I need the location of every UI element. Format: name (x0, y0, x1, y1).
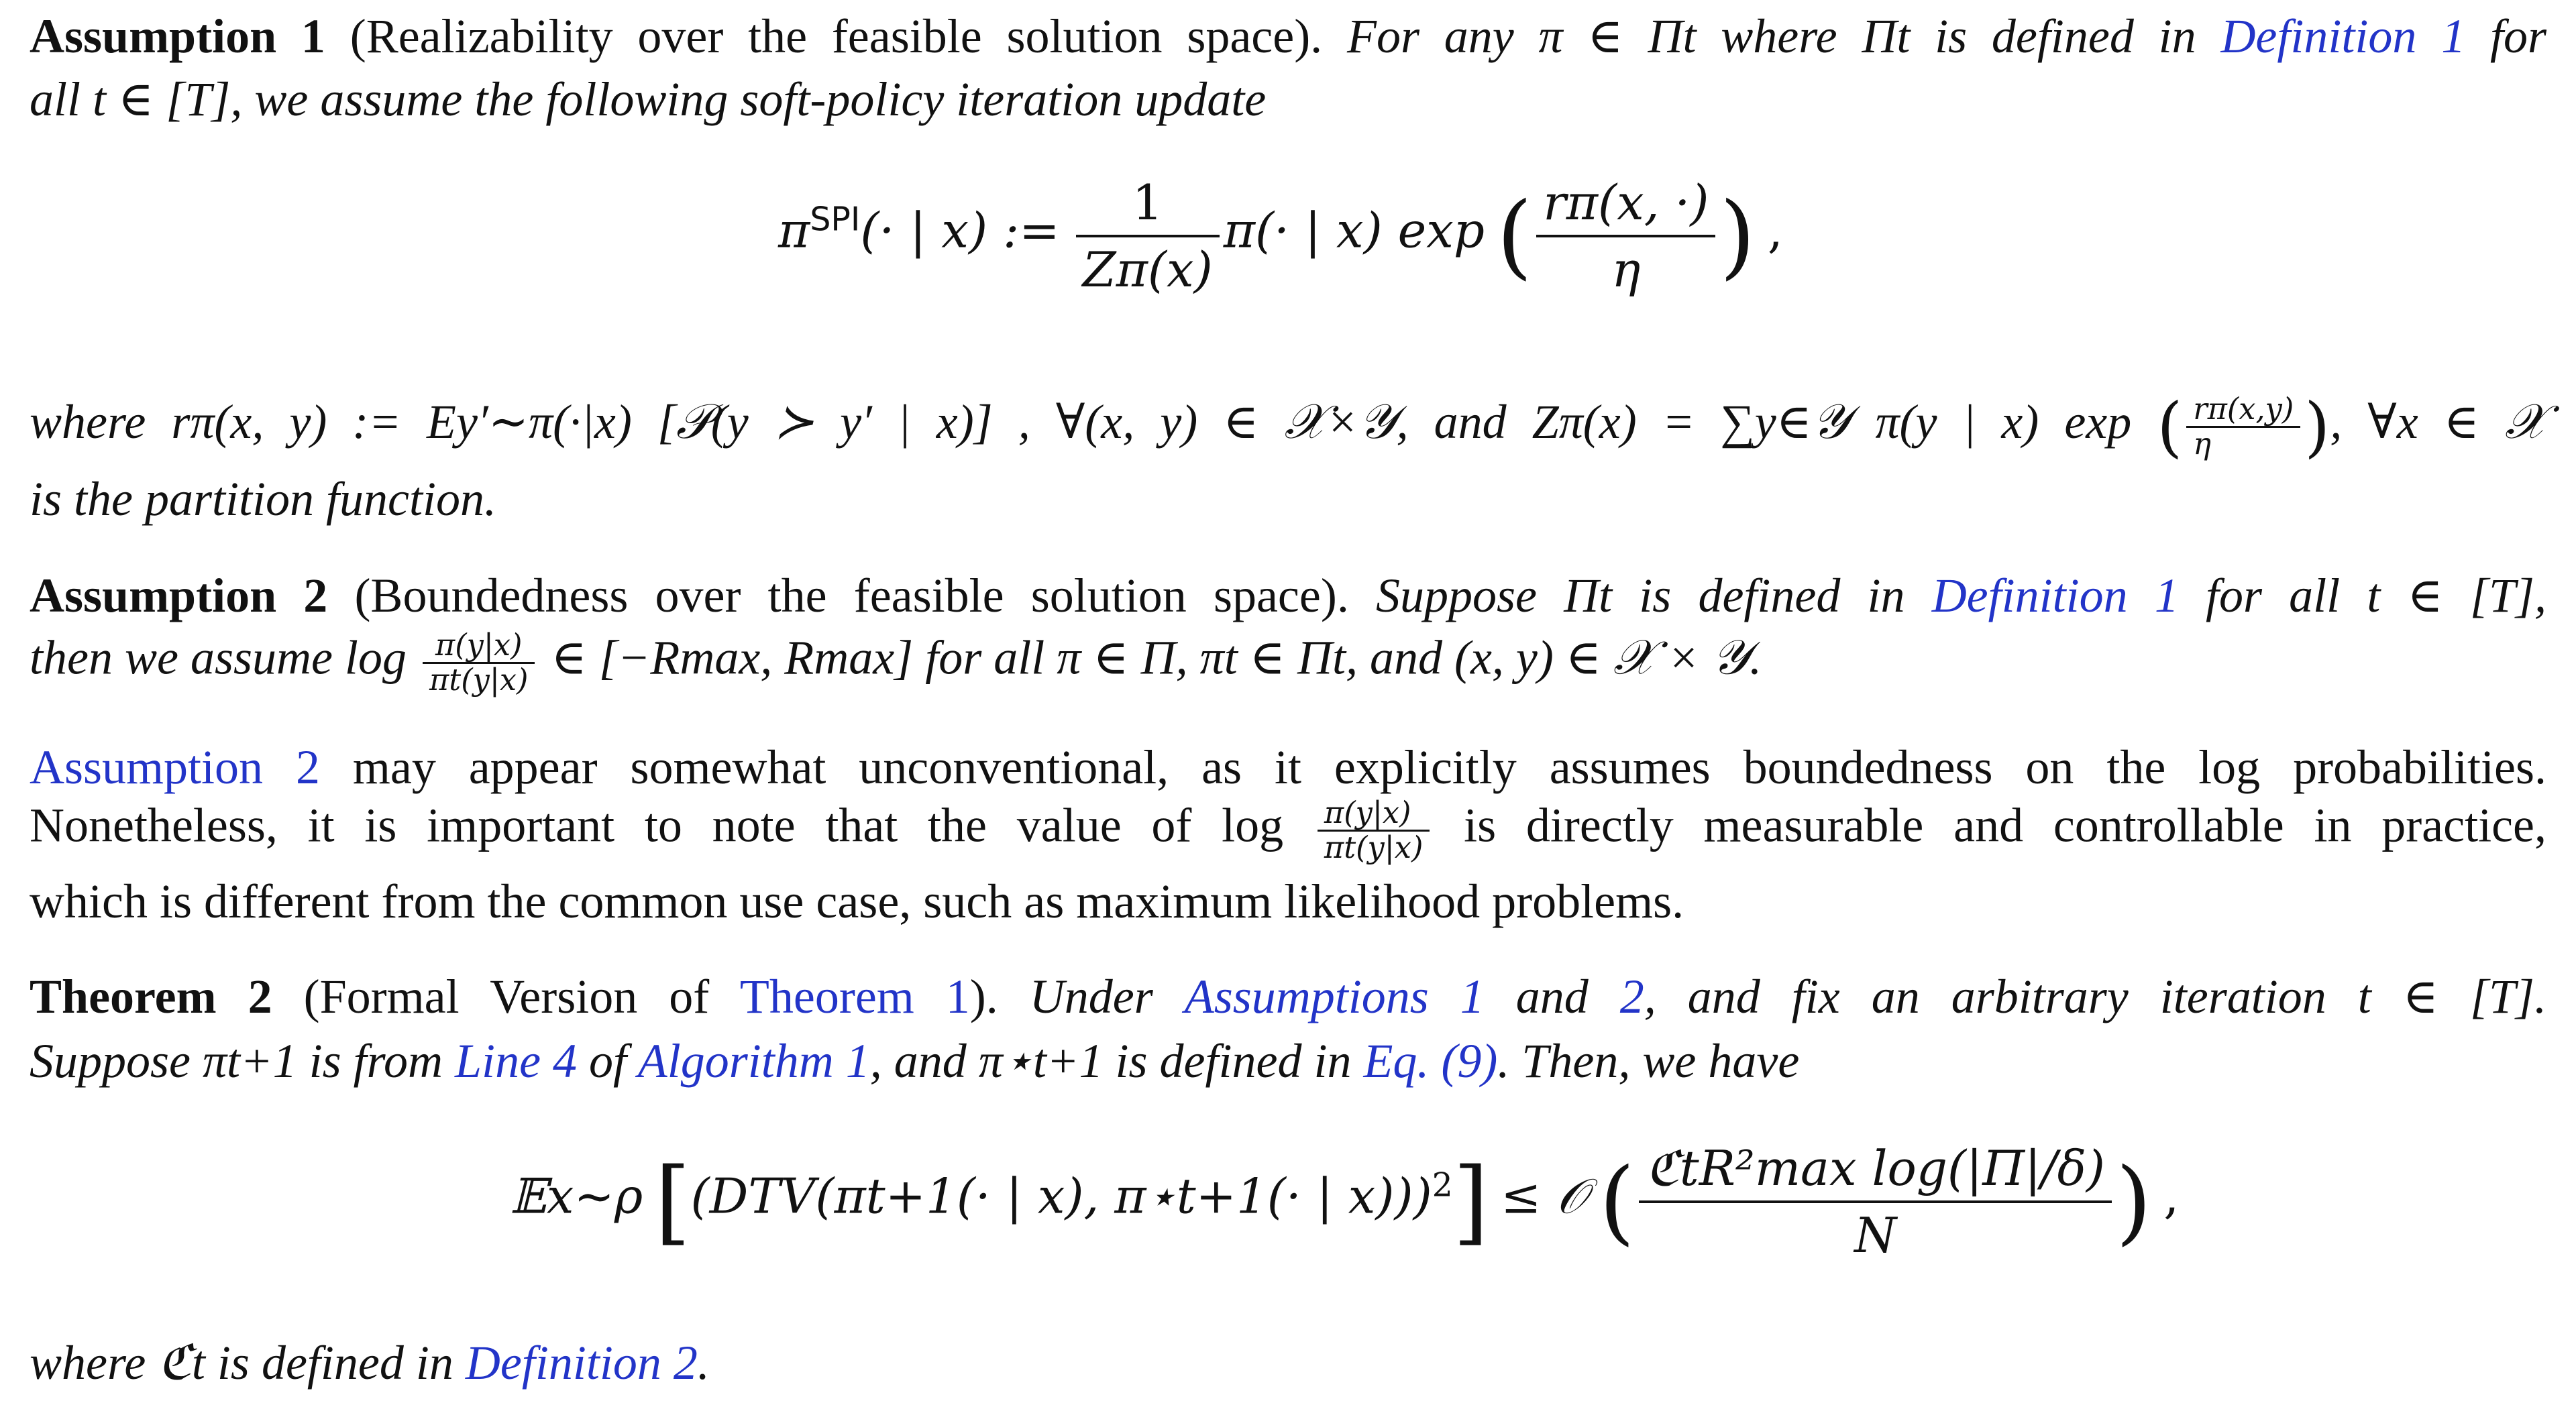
theorem-2-title-open: (Formal Version of (303, 970, 710, 1023)
theorem-2-line-1 (30, 972, 2546, 1021)
partition-function-line: is the partition function. (30, 472, 496, 526)
remark-log-ratio-fraction (1318, 795, 1430, 865)
theorem-2-fix-iteration: , and fix an arbitrary iteration t ∈ [T]. (1644, 970, 2547, 1023)
theorem-2-then: . Then, we have (1497, 1034, 1800, 1088)
algorithm-1-link[interactable]: Algorithm 1 (637, 1034, 870, 1088)
assumption-1-line-2: all t ∈ [T], we assume the following soft-policy iteration update (30, 72, 1267, 126)
reward-eta-fraction (2186, 392, 2300, 462)
log-ratio-denominator: πt(y|x) (429, 662, 529, 697)
reward-frac-numerator: rπ(x,y) (2186, 394, 2300, 428)
assumption-1-heading: Assumption 1 (30, 9, 325, 63)
normalizer-numerator: 1 (1076, 174, 1220, 237)
normalizer-denominator: Zπ(x) (1082, 241, 1213, 298)
eq-mid: π(· | x) exp (1223, 202, 1485, 259)
remark-ratio-denominator: πt(y|x) (1324, 830, 1424, 865)
remark-line-1-text: may appear somewhat unconventional, as it explicitly assumes boundedness on the log probabilities. (352, 740, 2547, 794)
assumption-2-title: (Boundedness over the feasible solution space). (354, 569, 1349, 622)
remark-line-2-post: is directly measurable and controllable in practice, (1464, 798, 2547, 852)
bound-numerator: ℭtR²max log(|Π|/δ) (1639, 1140, 2112, 1203)
remark-line-3: which is different from the common use case, such as maximum likelihood problems. (30, 875, 1684, 928)
theorem-2-of: of (589, 1034, 627, 1088)
bound-denominator: N (1854, 1207, 1897, 1264)
eq-pi: π (778, 202, 810, 259)
theorem-2-and: and (1515, 970, 1589, 1023)
reward-definition-tail: , ∀x ∈ 𝒳 (2330, 395, 2546, 449)
assumption-2-link[interactable]: Assumption 2 (30, 740, 320, 794)
assumption-1-line-1 (30, 9, 2547, 63)
normalizer-fraction (1076, 174, 1220, 298)
theorem-2-period: . (697, 1336, 710, 1390)
reward-definition-line: where rπ(x, y) := Ey′∼π(·|x) [𝒫(y ≻ y′ | x)] , ∀(x, y) ∈ 𝒳×𝒴, and Zπ(x) = ∑y∈𝒴 π(y | x) exp ( $\frac{r\pi(x,y)}{\eta}$ ), ∀x ∈ 𝒳 (30, 389, 2546, 465)
spi-update-equation: $\pi^{SPI}(\cdot$ | x) := $\frac{1}{Z\pi(x)}$ π(· | x) exp ( $\frac{r\pi(x, \cdot)}{\eta}$ ) , (778, 174, 1783, 298)
bound-trailer: , (2163, 1168, 2180, 1225)
reward-frac-denominator: η (2193, 427, 2211, 462)
eq-lhs-rest: (· | x) := (860, 202, 1060, 259)
theorem-2-optimal-policy: , and π⋆t+1 is defined in (869, 1034, 1352, 1088)
exp-denominator: η (1611, 241, 1641, 298)
theorem-2-line-2 (30, 1034, 1800, 1088)
line-4-link[interactable]: Line 4 (455, 1034, 578, 1088)
exp-argument-fraction (1536, 174, 1715, 298)
assumption-2-line-2 (30, 630, 1762, 695)
bound-fraction (1639, 1140, 2112, 1264)
remark-line-2 (30, 795, 2547, 865)
exp-numerator: rπ(x, ·) (1536, 174, 1715, 237)
assumption-2-ref-link[interactable]: 2 (1619, 970, 1644, 1023)
definition-2-link[interactable]: Definition 2 (465, 1336, 698, 1390)
theorem-1-link[interactable]: Theorem 1 (739, 970, 970, 1023)
big-o-relation: ≤ 𝒪 (1501, 1168, 1587, 1225)
theorem-2-under: Under (1029, 970, 1153, 1023)
definition-1-link-2[interactable]: Definition 1 (1931, 569, 2179, 622)
remark-line-2-pre: Nonetheless, it is important to note that the value of log (30, 798, 1284, 852)
eq-9-link[interactable]: Eq. (9) (1363, 1034, 1498, 1088)
assumption-1-title: (Realizability over the feasible solution space). (350, 9, 1323, 63)
assumption-2-bound: ∈ [−Rmax, Rmax] for all π ∈ Π, πt ∈ Πt, and (x, y) ∈ 𝒳 × 𝒴. (551, 630, 1762, 685)
remark-line-1 (30, 740, 2547, 794)
tv-distance-term: (DTV(πt+1(· | x), π⋆t+1(· | x))) (690, 1168, 1432, 1225)
assumption-2-log: then we assume log (30, 630, 407, 685)
expectation-operator: 𝔼x∼ρ (510, 1168, 643, 1225)
assumption-1-line-1-tail: for (2490, 9, 2547, 63)
theorem-2-where-line (30, 1336, 710, 1390)
eq-trailer: , (1767, 202, 1783, 259)
coefficient-definition: where ℭt is defined in (30, 1336, 453, 1390)
reward-definition: where rπ(x, y) := Ey′∼π(·|x) [𝒫(y ≻ y′ | x)] , ∀(x, y) ∈ 𝒳×𝒴, and Zπ(x) = ∑y∈𝒴 π(y | x) exp (30, 395, 2132, 449)
assumption-2-heading: Assumption 2 (30, 569, 328, 622)
theorem-2-title-close: ). (969, 970, 998, 1023)
log-ratio-numerator: π(y|x) (423, 630, 535, 664)
remark-ratio-numerator: π(y|x) (1318, 798, 1430, 832)
assumption-2-line-1-tail: for all t ∈ [T], (2205, 569, 2547, 622)
definition-1-link[interactable]: Definition 1 (2220, 9, 2466, 63)
square-exponent: 2 (1432, 1166, 1453, 1204)
assumption-2-line-1 (30, 571, 2546, 620)
assumptions-1-link[interactable]: Assumptions 1 (1184, 970, 1485, 1023)
tv-bound-equation: 𝔼x∼ρ [(DTV(πt+1(· | x), π⋆t+1(· | x)))$^2$] ≤ 𝒪 ( $\frac{\text{ℭtR²max log(|Π|/δ)}}{N}$ ) , (510, 1140, 2180, 1264)
assumption-2-statement: Suppose Πt is defined in (1375, 569, 1905, 622)
theorem-2-heading: Theorem 2 (30, 970, 272, 1023)
log-ratio-fraction (423, 630, 535, 695)
eq-spi-superscript: SPI (810, 200, 861, 239)
theorem-2-suppose: Suppose πt+1 is from (30, 1034, 443, 1088)
assumption-1-statement: For any π ∈ Πt where Πt is defined in (1346, 9, 2196, 63)
